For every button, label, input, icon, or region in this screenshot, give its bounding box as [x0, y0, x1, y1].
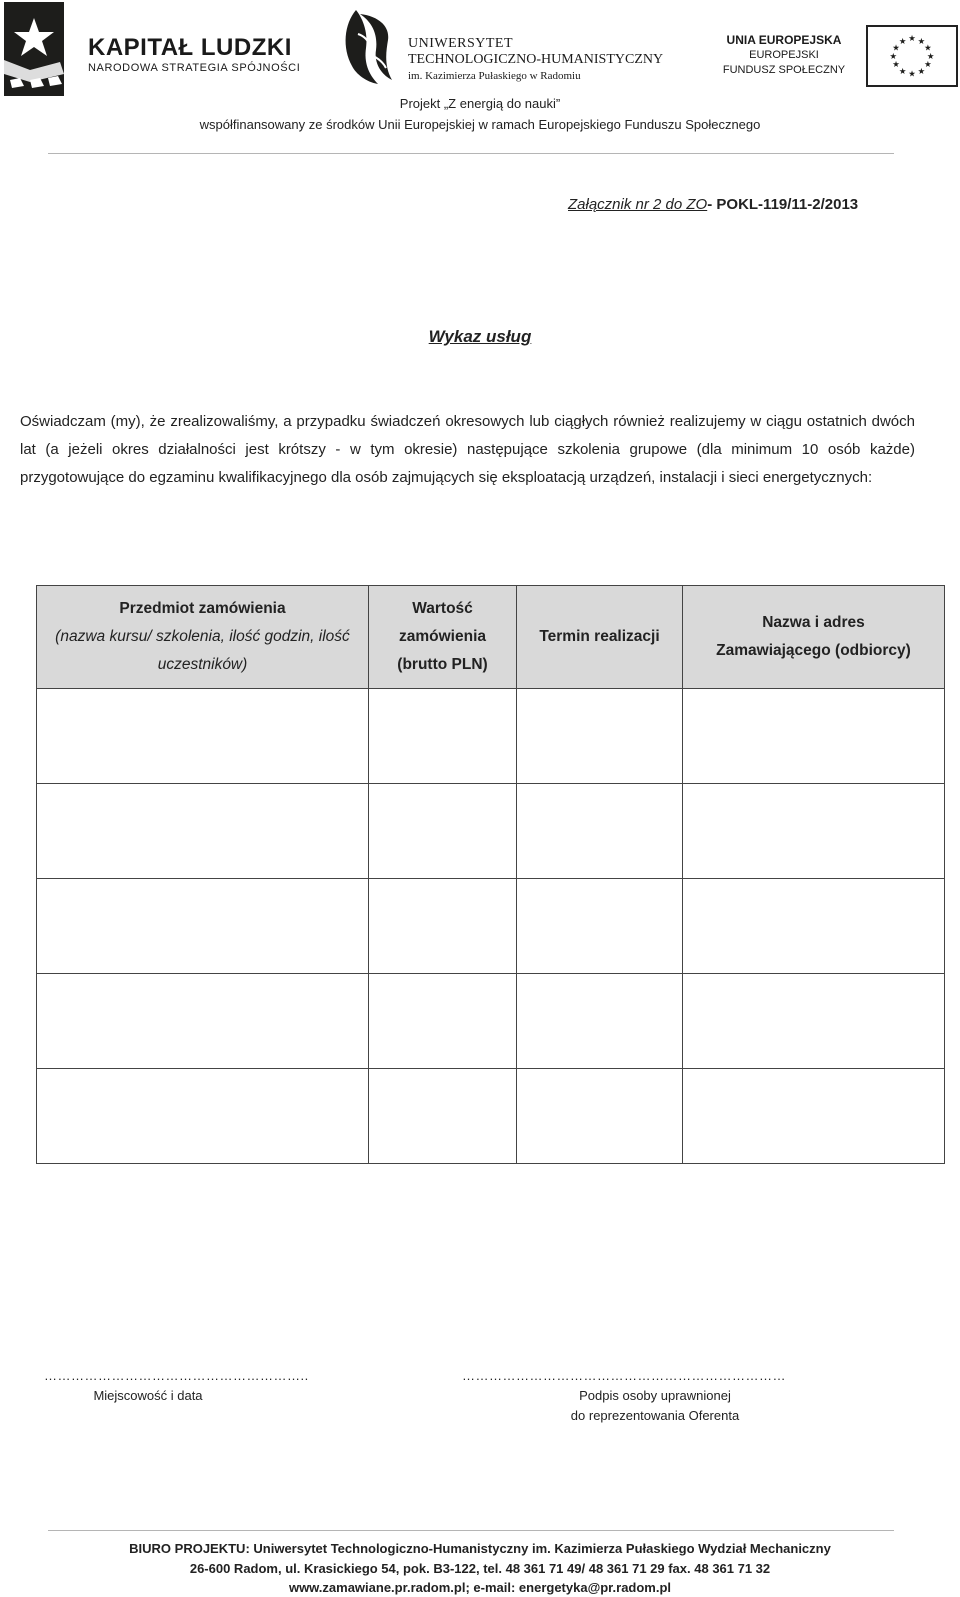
table-row [37, 879, 945, 974]
svg-text:★: ★ [917, 65, 926, 76]
table-cell[interactable] [683, 1069, 945, 1164]
header-client-line2: Zamawiającego (odbiorcy) [716, 642, 911, 659]
eu-union-label: UNIA EUROPEJSKA [726, 33, 842, 47]
svg-text:★: ★ [926, 50, 935, 61]
svg-text:★: ★ [924, 42, 932, 53]
table-cell[interactable] [517, 1069, 683, 1164]
table-header-row [37, 586, 945, 689]
table-cell[interactable] [517, 784, 683, 879]
table-row [37, 784, 945, 879]
table-row [37, 689, 945, 784]
table-cell[interactable] [37, 689, 369, 784]
header-value-line1: Wartość [412, 600, 473, 617]
svg-text:★: ★ [908, 68, 916, 79]
header-client [683, 586, 945, 689]
table-cell[interactable] [37, 1069, 369, 1164]
project-name: Projekt „Z energią do nauki” [399, 96, 561, 111]
table-cell[interactable] [369, 974, 517, 1069]
signature-label-line2: do reprezentowania Oferenta [570, 1408, 740, 1423]
header-value [369, 586, 517, 689]
signature-line[interactable]: ……………………………………………………………… [462, 1368, 786, 1383]
signature-label-line1: Podpis osoby uprawnionej [579, 1388, 731, 1403]
header-divider [48, 153, 894, 154]
header-value-line3: (brutto PLN) [397, 656, 488, 673]
table-cell[interactable] [37, 879, 369, 974]
svg-text:★: ★ [917, 35, 926, 46]
place-date-label: Miejscowość i data [93, 1388, 203, 1403]
table-row [37, 974, 945, 1069]
footer-address: 26-600 Radom, ul. Krasickiego 54, pok. B3-122, tel. 48 361 71 49/ 48 361 71 29 fax. 48 361 71 32 [189, 1561, 771, 1576]
university-name-line3: im. Kazimierza Pułaskiego w Radomiu [408, 70, 581, 82]
eu-fund-label-line1: EUROPEJSKI [749, 49, 819, 61]
table-cell[interactable] [517, 974, 683, 1069]
project-funding-note: współfinansowany ze środków Unii Europejskiej w ramach Europejskiego Funduszu Społecznego [199, 117, 761, 132]
svg-text:★: ★ [898, 65, 907, 76]
services-table [36, 585, 945, 1164]
table-cell[interactable] [369, 689, 517, 784]
table-cell[interactable] [369, 1069, 517, 1164]
place-date-line[interactable]: ………………………………………………….. [44, 1368, 309, 1383]
svg-text:★: ★ [892, 59, 900, 70]
table-cell[interactable] [37, 974, 369, 1069]
header-subject-title: Przedmiot zamówienia [119, 600, 286, 617]
svg-text:★: ★ [908, 33, 916, 44]
table-row [37, 1069, 945, 1164]
kapital-ludzki-subtitle: NARODOWA STRATEGIA SPÓJNOŚCI [88, 62, 301, 74]
header-subject [37, 586, 369, 689]
declaration-paragraph: Oświadczam (my), że zrealizowaliśmy, a przypadku świadczeń okresowych lub ciągłych również realizujemy w ciągu ostatnich dwóch lat (a jeżeli okres działalności jest krótszy - w tym okresie) następujące szkolenia grupowe (dla minimum 10 osób każde) przygotowujące do egzaminu kwalifikacyjnego dla osób zajmujących się eksploatacją urządzeń, instalacji i sieci energetycznych: [20, 413, 915, 486]
table-cell[interactable] [683, 974, 945, 1069]
table-cell[interactable] [369, 879, 517, 974]
kapital-ludzki-title: KAPITAŁ LUDZKI [88, 34, 292, 61]
attachment-dash: - [707, 196, 717, 213]
table-cell[interactable] [683, 784, 945, 879]
table-cell[interactable] [37, 784, 369, 879]
header-date-label: Termin realizacji [539, 628, 660, 645]
header-client-line1: Nazwa i adres [762, 614, 865, 631]
header-date [517, 586, 683, 689]
footer-divider [48, 1530, 894, 1531]
header-subject-note: (nazwa kursu/ szkolenia, ilość godzin, ilość uczestników) [55, 628, 350, 673]
eu-fund-label-line2: FUNDUSZ SPOŁECZNY [722, 64, 846, 76]
svg-text:★: ★ [924, 59, 932, 70]
document-title: Wykaz usług [428, 327, 532, 346]
table-cell[interactable] [517, 689, 683, 784]
table-cell[interactable] [683, 879, 945, 974]
attachment-reference [568, 196, 858, 213]
attachment-number: POKL-119/11-2/2013 [716, 196, 859, 213]
university-name-line1: UNIWERSYTET [408, 36, 514, 51]
footer-contact: www.zamawiane.pr.radom.pl; e-mail: energetyka@pr.radom.pl [288, 1580, 672, 1595]
header-value-line2: zamówienia [399, 628, 486, 645]
table-cell[interactable] [369, 784, 517, 879]
svg-text:★: ★ [892, 42, 900, 53]
university-eagle-logo [338, 4, 398, 88]
attachment-prefix: Załącznik nr 2 do ZO [568, 196, 708, 213]
svg-text:★: ★ [889, 50, 898, 61]
footer-office: BIURO PROJEKTU: Uniwersytet Technologiczno-Humanistyczny im. Kazimierza Pułaskiego Wydział Mechaniczny [129, 1541, 831, 1556]
university-name-line2: TECHNOLOGICZNO-HUMANISTYCZNY [408, 52, 664, 67]
svg-text:★: ★ [898, 35, 907, 46]
table-cell[interactable] [683, 689, 945, 784]
table-cell[interactable] [517, 879, 683, 974]
eu-flag-icon [866, 25, 958, 87]
